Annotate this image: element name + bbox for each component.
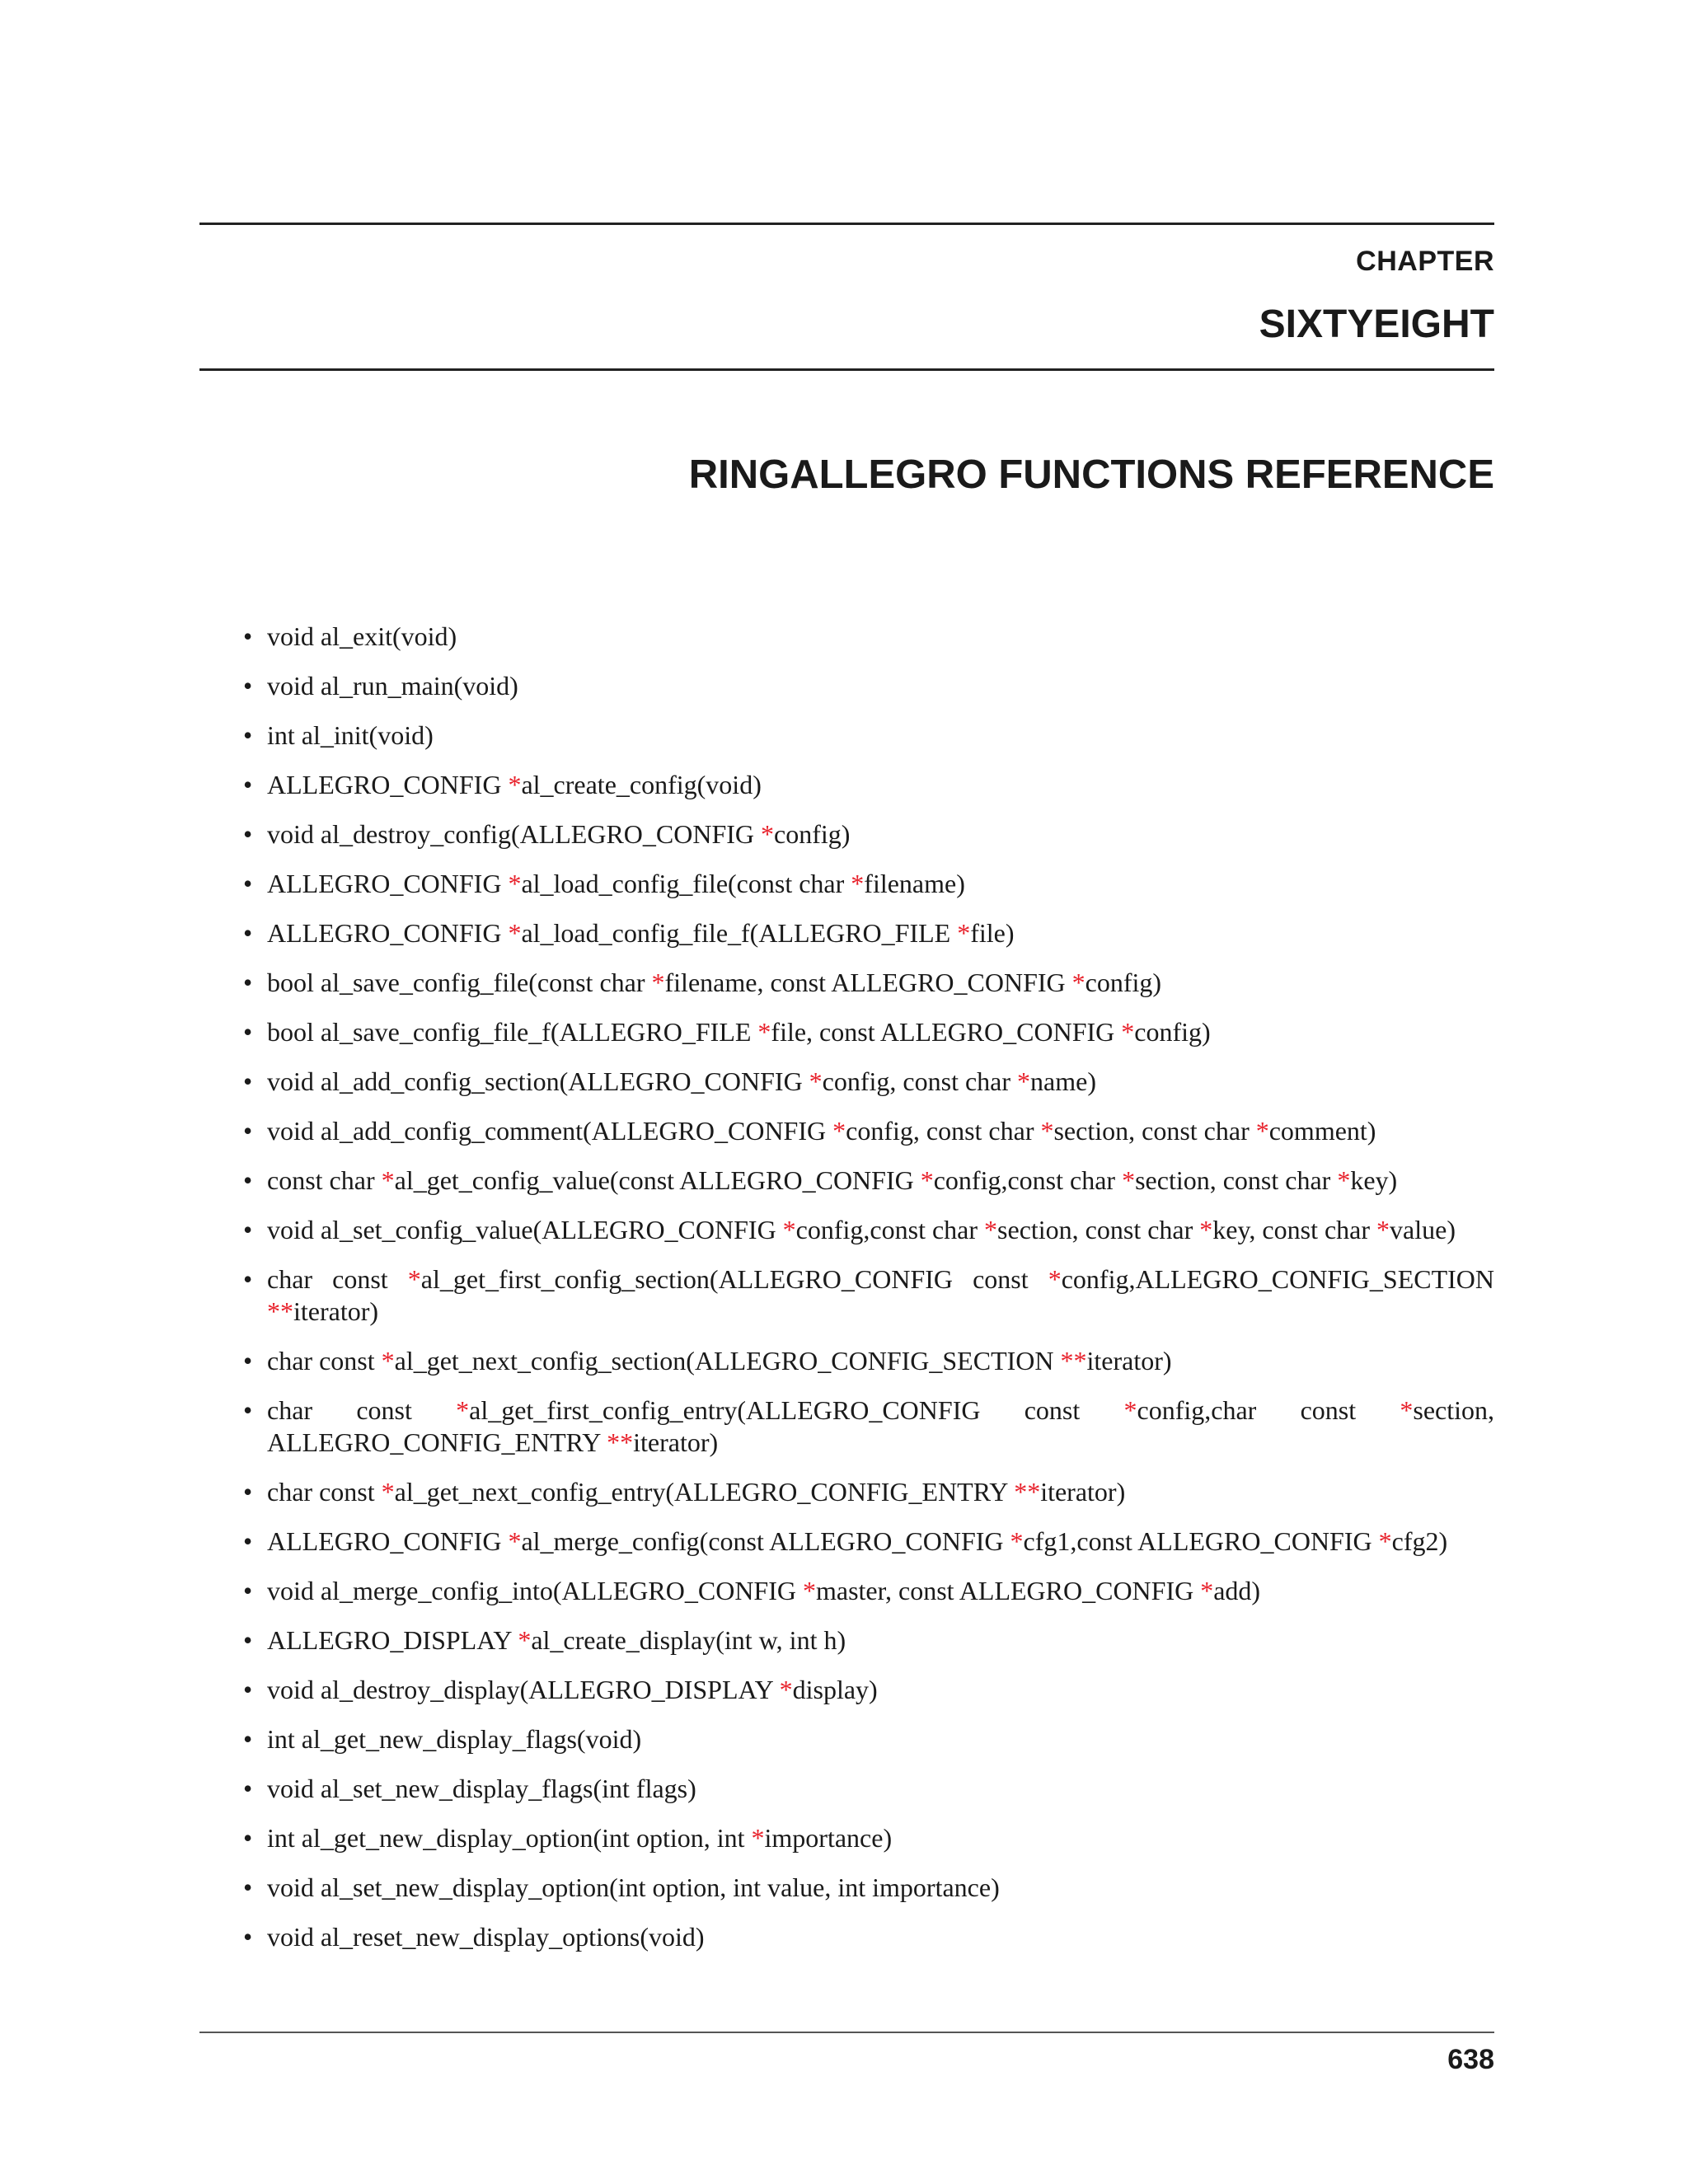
- bullet-icon: •: [243, 1165, 253, 1195]
- page-number: 638: [1447, 2044, 1494, 2075]
- list-item: [199, 1066, 1494, 1098]
- bullet-icon: •: [243, 1774, 253, 1803]
- list-item: [199, 917, 1494, 949]
- list-item: [199, 1016, 1494, 1048]
- footer-rule: [199, 2032, 1494, 2033]
- list-item: [199, 1674, 1494, 1706]
- list-item: [199, 1872, 1494, 1904]
- list-item: [199, 769, 1494, 801]
- list-item: [199, 1526, 1494, 1558]
- bullet-icon: •: [243, 1066, 253, 1096]
- chapter-label: CHAPTER: [1356, 246, 1494, 277]
- list-item: [199, 1214, 1494, 1246]
- list-item: [199, 1394, 1494, 1459]
- bullet-icon: •: [243, 1526, 253, 1556]
- list-item: [199, 1476, 1494, 1508]
- bullet-icon: •: [243, 770, 253, 799]
- list-item: [199, 1773, 1494, 1805]
- function-signature: ALLEGRO_DISPLAY *al_create_display(int w, int h): [267, 1625, 846, 1655]
- function-signature: char const *al_get_next_config_section(ALLEGRO_CONFIG_SECTION **iterator): [267, 1346, 1172, 1376]
- bullet-icon: •: [243, 621, 253, 651]
- function-signature: char const *al_get_first_config_entry(ALLEGRO_CONFIG const *config,char const *section, ALLEGRO_CONFIG_ENTRY **iterator): [267, 1395, 1495, 1457]
- bullet-icon: •: [243, 720, 253, 750]
- list-item: [199, 967, 1494, 999]
- bullet-icon: •: [243, 1872, 253, 1902]
- list-item: [199, 1165, 1494, 1197]
- list-item: [199, 868, 1494, 900]
- function-signature: void al_add_config_section(ALLEGRO_CONFIG *config, const char *name): [267, 1066, 1096, 1096]
- function-signature: void al_add_config_comment(ALLEGRO_CONFIG *config, const char *section, const char *comment): [267, 1116, 1376, 1146]
- bullet-icon: •: [243, 1264, 253, 1294]
- bullet-icon: •: [243, 1346, 253, 1376]
- list-item: [199, 621, 1494, 653]
- function-signature: void al_set_config_value(ALLEGRO_CONFIG *config,const char *section, const char *key, const char *value): [267, 1215, 1456, 1244]
- function-signature: void al_set_new_display_option(int option, int value, int importance): [267, 1872, 1000, 1902]
- bullet-icon: •: [243, 1823, 253, 1853]
- list-item: [199, 1822, 1494, 1854]
- function-signature: ALLEGRO_CONFIG *al_create_config(void): [267, 770, 762, 799]
- function-signature: char const *al_get_next_config_entry(ALLEGRO_CONFIG_ENTRY **iterator): [267, 1477, 1126, 1507]
- list-item: [199, 1624, 1494, 1657]
- bullet-icon: •: [243, 1395, 253, 1425]
- function-signature: char const *al_get_first_config_section(ALLEGRO_CONFIG const *config,ALLEGRO_CONFIG_SECTION **iterator): [267, 1264, 1495, 1326]
- list-item: [199, 818, 1494, 851]
- function-signature: void al_set_new_display_flags(int flags): [267, 1774, 696, 1803]
- list-item: [199, 1921, 1494, 1953]
- bullet-icon: •: [243, 671, 253, 701]
- function-signature: const char *al_get_config_value(const ALLEGRO_CONFIG *config,const char *section, const char *key): [267, 1165, 1398, 1195]
- list-item: [199, 1115, 1494, 1147]
- function-signature: bool al_save_config_file_f(ALLEGRO_FILE *file, const ALLEGRO_CONFIG *config): [267, 1017, 1211, 1047]
- function-signature: ALLEGRO_CONFIG *al_merge_config(const ALLEGRO_CONFIG *cfg1,const ALLEGRO_CONFIG *cfg2): [267, 1526, 1448, 1556]
- bullet-icon: •: [243, 918, 253, 948]
- bullet-icon: •: [243, 1017, 253, 1047]
- function-signature: int al_init(void): [267, 720, 434, 750]
- bullet-icon: •: [243, 968, 253, 997]
- header-bottom-rule: [199, 368, 1494, 371]
- bullet-icon: •: [243, 869, 253, 898]
- bullet-icon: •: [243, 1116, 253, 1146]
- function-signature: void al_reset_new_display_options(void): [267, 1922, 705, 1952]
- bullet-icon: •: [243, 1477, 253, 1507]
- function-signature: int al_get_new_display_option(int option, int *importance): [267, 1823, 893, 1853]
- bullet-icon: •: [243, 1724, 253, 1754]
- bullet-icon: •: [243, 1922, 253, 1952]
- function-signature: ALLEGRO_CONFIG *al_load_config_file(const char *filename): [267, 869, 965, 898]
- bullet-icon: •: [243, 1215, 253, 1244]
- chapter-number: SIXTYEIGHT: [1259, 302, 1494, 346]
- list-item: [199, 1263, 1494, 1328]
- bullet-icon: •: [243, 1675, 253, 1704]
- bullet-icon: •: [243, 1625, 253, 1655]
- function-signature: void al_merge_config_into(ALLEGRO_CONFIG *master, const ALLEGRO_CONFIG *add): [267, 1576, 1261, 1605]
- list-item: [199, 670, 1494, 702]
- function-signature: void al_run_main(void): [267, 671, 518, 701]
- list-item: [199, 1575, 1494, 1607]
- list-item: [199, 1345, 1494, 1377]
- function-signature: void al_destroy_display(ALLEGRO_DISPLAY *display): [267, 1675, 878, 1704]
- function-signature: bool al_save_config_file(const char *filename, const ALLEGRO_CONFIG *config): [267, 968, 1162, 997]
- header-top-rule: [199, 223, 1494, 225]
- function-signature: void al_exit(void): [267, 621, 457, 651]
- page-title: RINGALLEGRO FUNCTIONS REFERENCE: [688, 452, 1494, 497]
- function-list: [199, 621, 1494, 1971]
- function-signature: int al_get_new_display_flags(void): [267, 1724, 642, 1754]
- bullet-icon: •: [243, 1576, 253, 1605]
- list-item: [199, 719, 1494, 752]
- function-signature: ALLEGRO_CONFIG *al_load_config_file_f(ALLEGRO_FILE *file): [267, 918, 1015, 948]
- function-signature: void al_destroy_config(ALLEGRO_CONFIG *config): [267, 819, 851, 849]
- bullet-icon: •: [243, 819, 253, 849]
- list-item: [199, 1723, 1494, 1755]
